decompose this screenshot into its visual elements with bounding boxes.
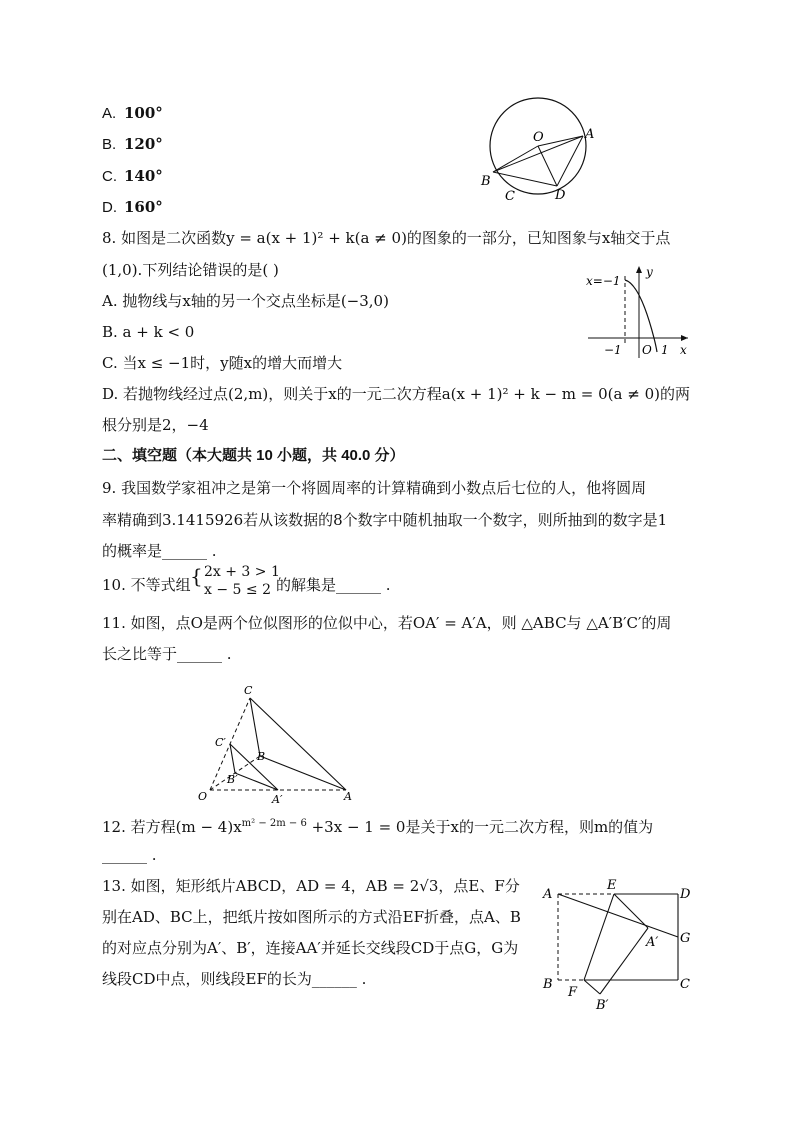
section-heading: 二、填空题（本大题共 10 小题，共 40.0 分） [102,447,405,464]
q11-label-c: C [244,684,253,697]
q12-line2: ______ . [102,846,157,864]
q9-line1: 9. 我国数学家祖冲之是第一个将圆周率的计算精确到小数点后七位的人，他将圆周 [102,479,647,497]
q12-post: +3x − 1 = 0是关于x的一元二次方程，则m的值为 [306,818,654,836]
q8-parabola-figure [584,262,696,362]
q8-option-d-line2: 根分别是2，−4 [102,416,209,434]
q7-label-b: B [481,174,491,189]
q11-label-cp: C′ [215,736,226,749]
q13-label-b: B [543,977,553,992]
q8-option-d-line1: D. 若抛物线经过点(2,m)，则关于x的一元二次方程a(x + 1)² + k − m = 0(a ≠ 0)的两 [102,385,690,403]
q11-label-a: A [344,790,352,803]
q8-stem-line2: (1,0).下列结论错误的是( ) [102,261,279,279]
q7-option-d: D. 160° [102,198,163,216]
q11-label-bp: B′ [227,773,238,786]
q13-line1: 13. 如图，矩形纸片ABCD，AD = 4，AB = 2√3，点E、F分 [102,877,520,895]
q13-line3: 的对应点分别为A′、B′，连接AA′并延长交线段CD于点G，G为 [102,939,519,957]
q11-homothety-figure [194,682,364,804]
q12-pre: 12. 若方程(m − 4)x [102,818,242,836]
q13-line4: 线段CD中点，则线段EF的长为______ . [102,970,367,988]
q13-label-c: C [680,977,690,992]
q13-label-f: F [568,985,578,1000]
q12-exponent: m² − 2m − 6 [241,818,307,829]
q8-label-o: O [642,343,652,357]
q13-rectangle-figure [538,876,698,1014]
q7-option-b: B. 120° [102,135,163,153]
q8-label-one: 1 [661,343,669,357]
q7-option-a: A. 100° [102,104,163,122]
q11-label-b: B [257,750,266,763]
q10-suffix: 的解集是______ . [276,576,391,594]
q8-label-x: x [680,343,687,357]
q7-label-a: A [585,127,595,142]
q7-label-c: C [505,189,515,204]
q13-label-bp: B′ [596,998,609,1013]
q8-label-neg1: −1 [604,343,622,357]
q13-label-d: D [680,887,691,902]
q9-line3: 的概率是______ . [102,542,217,560]
q7-circle-figure [478,94,608,206]
q8-option-c: C. 当x ≤ −1时，y随x的增大而增大 [102,354,343,372]
q10-brace: { [190,564,203,588]
q10-prefix: 10. 不等式组 [102,576,191,594]
q13-label-a: A [543,887,553,902]
q13-label-ap: A′ [646,935,659,950]
q13-line2: 别在AD、BC上，把纸片按如图所示的方式沿EF折叠，点A、B [102,908,521,926]
q11-line1: 11. 如图，点O是两个位似图形的位似中心，若OA′ = A′A，则 △ABC与 △A′B′C′的周 [102,614,672,632]
q7-label-d: D [555,188,566,203]
q10-ineq2: x − 5 ≤ 2 [204,582,271,598]
q11-label-ap: A′ [272,793,283,804]
q12-line1 [102,814,653,837]
q13-label-g: G [680,931,691,946]
q13-label-e: E [607,878,617,893]
q11-label-o: O [198,790,208,803]
q8-option-a: A. 抛物线与x轴的另一个交点坐标是(−3,0) [102,292,389,310]
q8-option-b: B. a + k < 0 [102,323,195,341]
q7-option-c: C. 140° [102,167,163,185]
q10-ineq1: 2x + 3 > 1 [204,564,280,580]
q7-label-o: O [533,130,544,145]
q8-label-xeq: x=−1 [586,274,621,288]
q8-stem-line1: 8. 如图是二次函数y = a(x + 1)² + k(a ≠ 0)的图象的一部分，已知图象与x轴交于点 [102,229,671,247]
q11-line2: 长之比等于______ . [102,645,232,663]
q8-label-y: y [646,265,653,279]
q9-line2: 率精确到3.1415926若从该数据的8个数字中随机抽取一个数字，则所抽到的数字是1 [102,511,668,529]
